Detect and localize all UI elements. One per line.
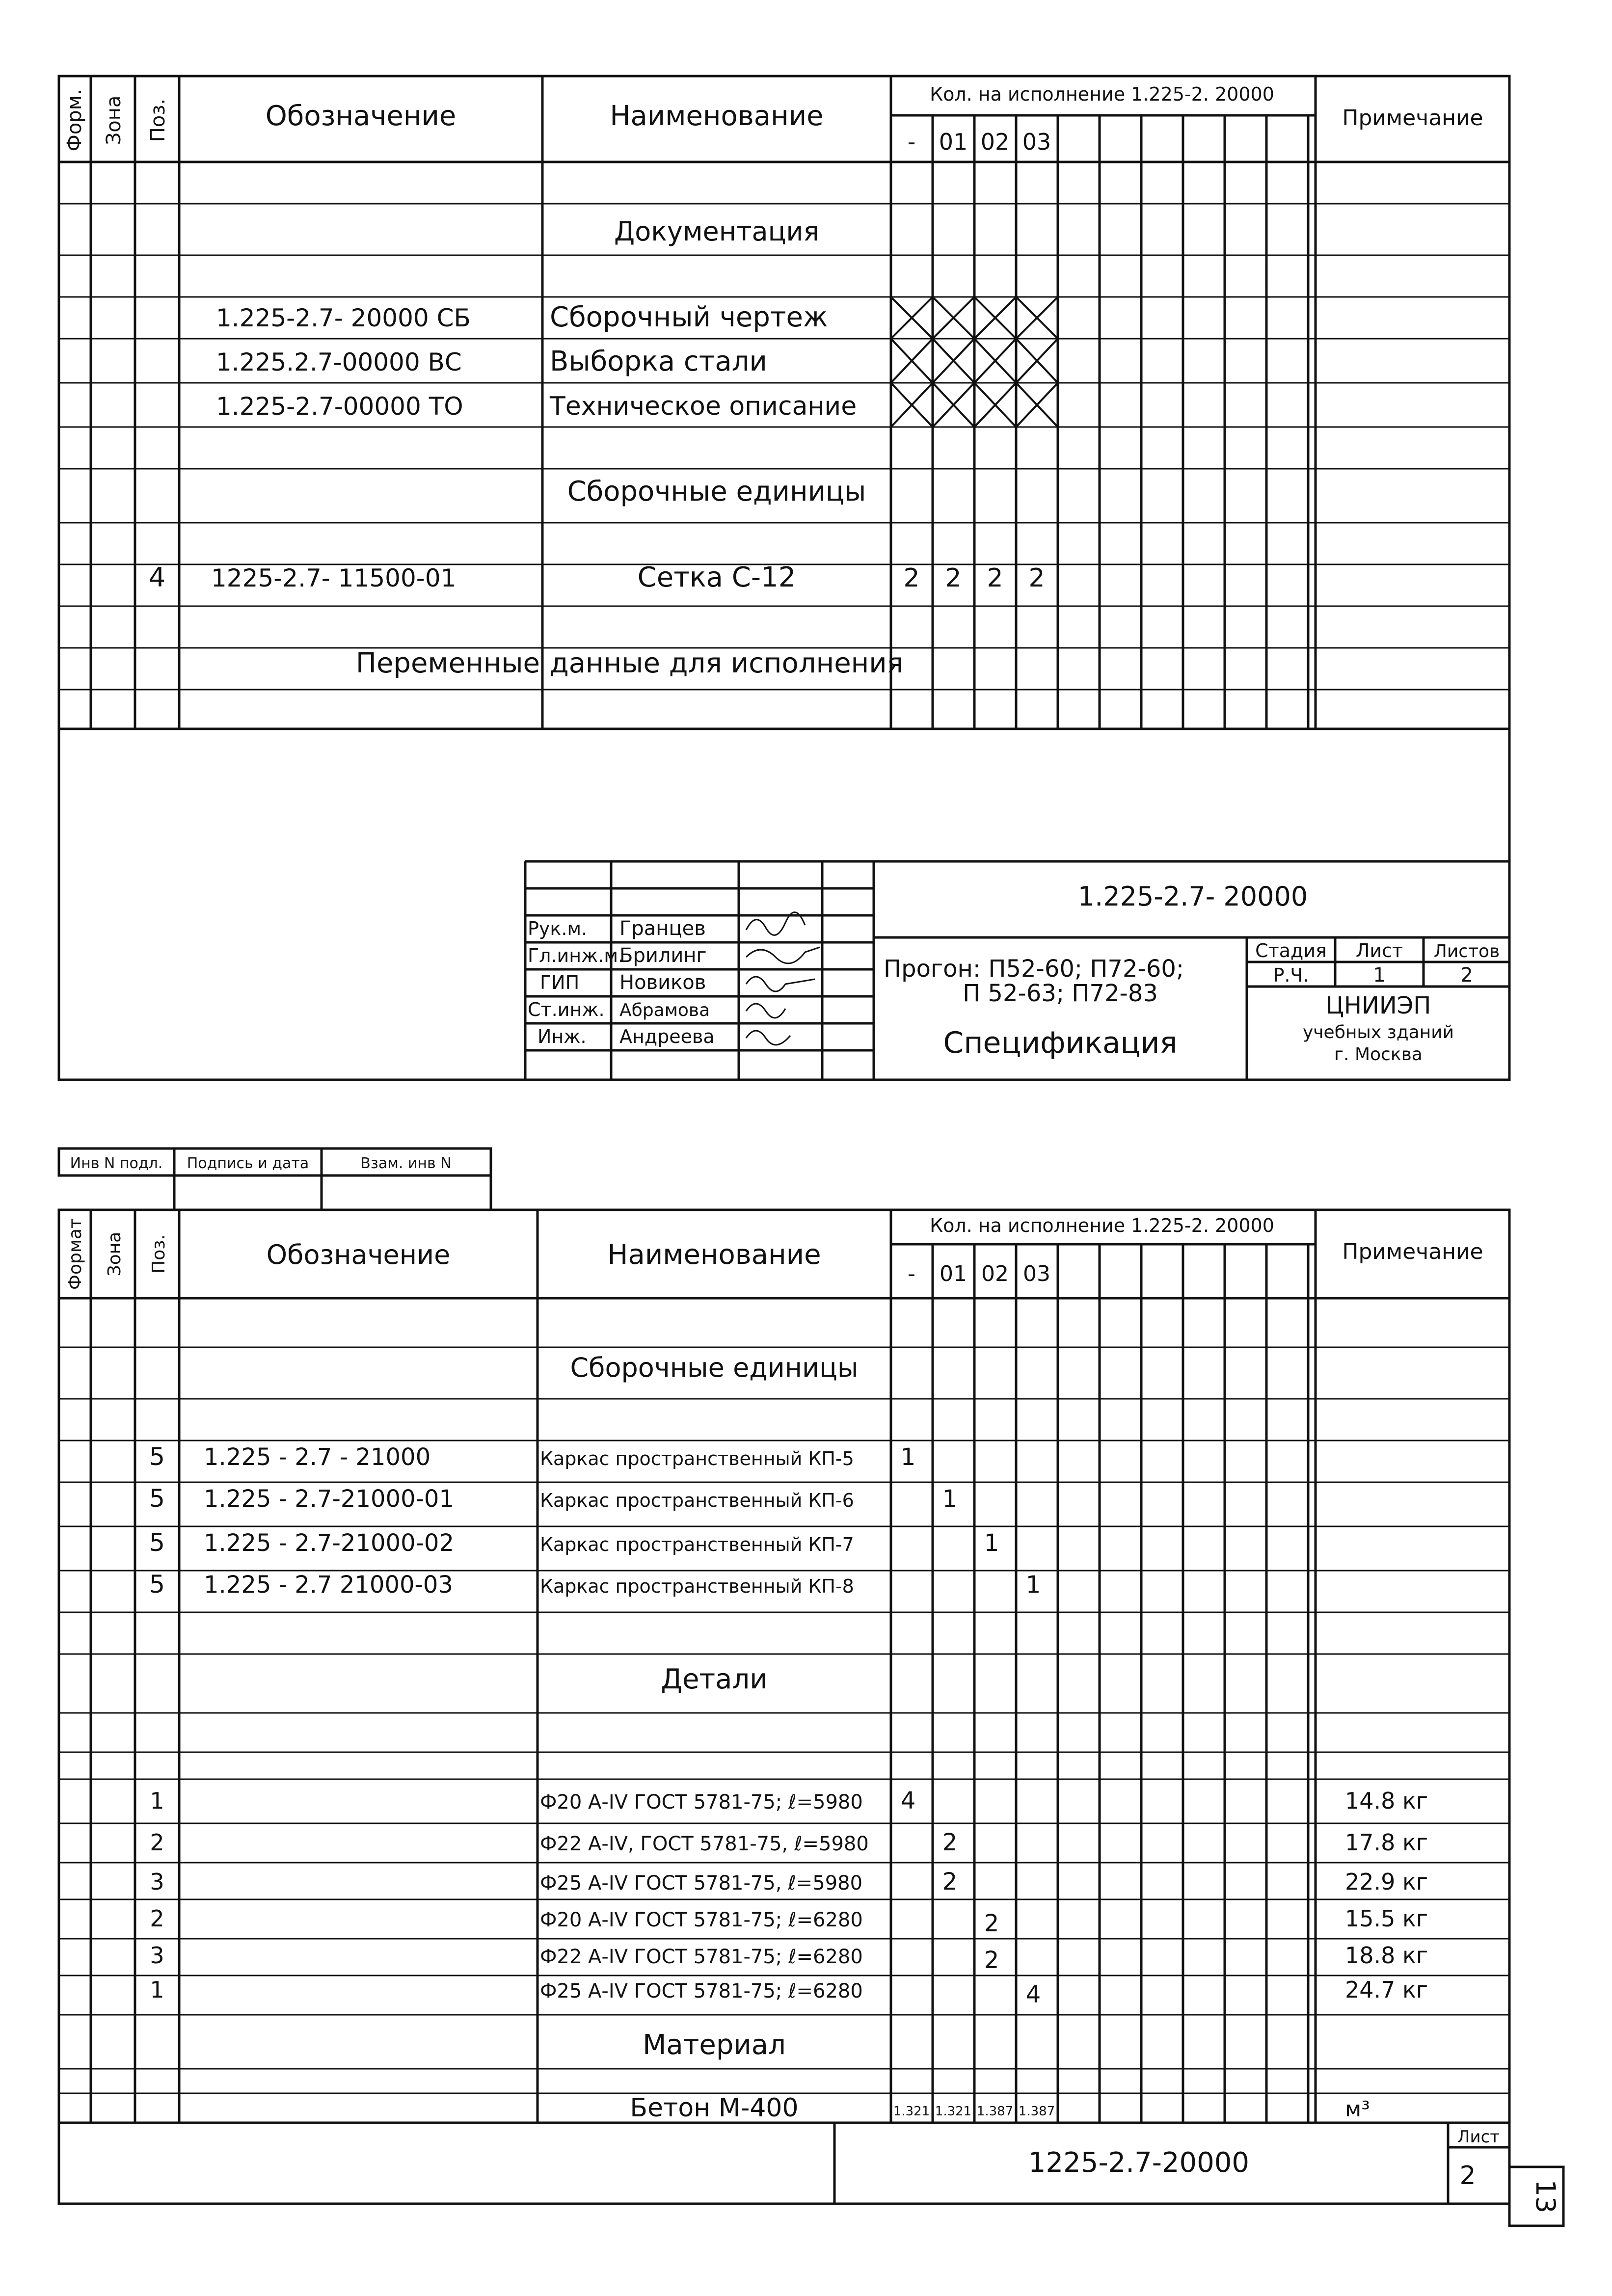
- col-note-label: Примечание: [1342, 106, 1483, 131]
- stage-label: Стадия: [1255, 940, 1327, 961]
- org-line-2: учебных зданий: [1302, 1022, 1454, 1042]
- col-format-label: Форм.: [63, 89, 86, 152]
- sheet-label: Лист: [1457, 2127, 1500, 2147]
- col-pos-label: Поз.: [149, 1234, 169, 1274]
- sheet-value: 1: [1373, 964, 1386, 987]
- pos-cell: 1: [150, 1976, 164, 2003]
- col-pos-label: Поз.: [147, 98, 169, 142]
- qty-col-0: -: [907, 129, 916, 155]
- name-cell: Выборка стали: [550, 346, 767, 377]
- section-assembly-units: Сборочные единицы: [567, 476, 866, 507]
- qty-col-1: 01: [940, 1261, 967, 1286]
- pos-cell: 2: [150, 1829, 164, 1856]
- sheet-2-body: [149, 1352, 1428, 2123]
- sheet-2-header: [65, 1215, 1483, 1290]
- designation-cell: 1.225 - 2.7-21000-02: [204, 1529, 454, 1557]
- section-material: Материал: [643, 2029, 786, 2061]
- sheets-label: Листов: [1433, 941, 1500, 961]
- qty-title: Кол. на исполнение 1.225-2. 20000: [930, 1215, 1274, 1236]
- sheet-1-body: [149, 216, 1045, 679]
- qty-col-2: 02: [981, 1261, 1009, 1286]
- sheet-value: 2: [1459, 2161, 1476, 2190]
- qty-cell: 1.387: [1018, 2104, 1055, 2119]
- person-name: Новиков: [619, 971, 706, 994]
- qty-cell: 1: [984, 1529, 999, 1557]
- org-line-3: г. Москва: [1334, 1044, 1423, 1065]
- sheet-2-stamp: [70, 1155, 452, 1172]
- person-name: Брилинг: [619, 944, 707, 967]
- name-cell: Ф20 А-IV ГОСТ 5781-75; ℓ=5980: [540, 1791, 863, 1814]
- qty-cell: 2: [984, 1947, 999, 1974]
- col-name-label: Наименование: [607, 1239, 821, 1271]
- person-name: Гранцев: [619, 917, 706, 940]
- qty-cell: 2: [942, 1829, 958, 1856]
- qty-cell: 4: [900, 1787, 916, 1815]
- col-name-label: Наименование: [610, 100, 824, 132]
- qty-cell: 2: [945, 563, 962, 593]
- role-label: ГИП: [540, 972, 580, 993]
- qty-col-2: 02: [980, 129, 1010, 155]
- sheet-1-header: [63, 83, 1483, 155]
- variable-data-label-right: данные для исполнения: [550, 647, 904, 679]
- col-zone-label: Зона: [105, 1231, 125, 1277]
- qty-cell: 4: [1025, 1981, 1041, 2008]
- qty-col-3: 03: [1022, 129, 1051, 155]
- qty-col-0: -: [908, 1261, 915, 1286]
- name-cell: Каркас пространственный КП-7: [540, 1534, 854, 1555]
- note-cell: 15.5 кг: [1345, 1905, 1428, 1932]
- note-cell: 24.7 кг: [1345, 1976, 1428, 2003]
- pos-cell: 5: [149, 1570, 165, 1599]
- note-cell: 22.9 кг: [1345, 1869, 1428, 1895]
- person-name: Абрамова: [619, 1000, 710, 1020]
- role-label: Рук.м.: [528, 918, 588, 939]
- qty-cell: 1: [1025, 1571, 1041, 1599]
- stage-value: Р.Ч.: [1273, 964, 1309, 986]
- qty-col-1: 01: [939, 129, 968, 155]
- col-designation-label: Обозначение: [266, 1239, 451, 1270]
- pos-cell: 5: [149, 1528, 165, 1557]
- note-cell: 18.8 кг: [1345, 1942, 1428, 1969]
- person-name: Андреева: [619, 1026, 715, 1047]
- name-cell: Ф22 А-IV ГОСТ 5781-75; ℓ=6280: [540, 1946, 863, 1968]
- name-cell: Каркас пространственный КП-8: [540, 1575, 854, 1597]
- sheet-1-title-block: [528, 881, 1500, 1065]
- qty-cell: 1.321: [893, 2104, 930, 2119]
- org-line-1: ЦНИИЭП: [1325, 992, 1431, 1019]
- document-code: 1.225-2.7- 20000: [1077, 881, 1308, 912]
- name-cell: Сетка С-12: [637, 561, 796, 593]
- pos-cell: 2: [150, 1905, 164, 1932]
- col-zone-label: Зона: [103, 95, 125, 145]
- sheets-value: 2: [1460, 964, 1473, 987]
- qty-cell: 2: [903, 563, 920, 593]
- qty-title: Кол. на исполнение 1.225-2. 20000: [930, 83, 1274, 105]
- pos-cell: 5: [149, 1484, 165, 1513]
- product-line-1: Прогон: П52-60; П72-60;: [884, 955, 1184, 983]
- note-cell: 14.8 кг: [1345, 1788, 1428, 1814]
- designation-cell: 1.225.2.7-00000 ВС: [216, 348, 462, 376]
- product-line-2: П 52-63; П72-83: [963, 980, 1158, 1007]
- stamp-signature-label: Подпись и дата: [187, 1155, 309, 1172]
- qty-cell: 1.387: [976, 2104, 1014, 2119]
- role-label: Гл.инж.м.: [528, 945, 624, 966]
- name-cell: Техническое описание: [550, 392, 857, 421]
- qty-cell: 2: [942, 1868, 958, 1896]
- sheet-1-row-lines: [59, 204, 1509, 690]
- document-code: 1225-2.7-20000: [1028, 2147, 1250, 2179]
- qty-cell: 2: [987, 563, 1003, 593]
- sheet-2-footer: [1028, 2127, 1561, 2213]
- designation-cell: 1.225 - 2.7 - 21000: [204, 1443, 431, 1471]
- designation-cell: 1225-2.7- 11500-01: [211, 564, 457, 592]
- designation-cell: 1.225 - 2.7-21000-01: [204, 1485, 454, 1513]
- section-details: Детали: [661, 1663, 768, 1695]
- pos-cell: 3: [150, 1942, 164, 1969]
- designation-cell: 1.225 - 2.7 21000-03: [204, 1571, 453, 1599]
- qty-cell: 2: [984, 1910, 999, 1937]
- name-cell: Ф25 А-IV ГОСТ 5781-75, ℓ=5980: [540, 1872, 863, 1895]
- designation-cell: 1.225-2.7- 20000 СБ: [216, 304, 471, 332]
- qty-cell: 2: [1028, 563, 1045, 593]
- pos-cell: 4: [148, 562, 166, 593]
- pos-cell: 5: [149, 1442, 165, 1471]
- page-number: 13: [1530, 2179, 1561, 2214]
- stamp-replace-label: Взам. инв N: [360, 1155, 452, 1172]
- name-cell: Ф25 А-IV ГОСТ 5781-75; ℓ=6280: [540, 1980, 863, 2002]
- sheet-2-frame: [59, 1148, 1563, 2226]
- signature-scribbles: [746, 912, 820, 1045]
- document-type: Спецификация: [943, 1026, 1178, 1060]
- name-cell: Бетон М-400: [630, 2093, 799, 2123]
- qty-cell: 1: [942, 1485, 958, 1513]
- qty-cell: 1: [900, 1443, 916, 1471]
- section-assembly-units: Сборочные единицы: [570, 1352, 859, 1383]
- stamp-inv-label: Инв N подл.: [70, 1155, 163, 1172]
- role-label: Ст.инж.: [528, 999, 605, 1020]
- col-format-label: Формат: [65, 1218, 85, 1290]
- pos-cell: 3: [150, 1869, 164, 1895]
- col-designation-label: Обозначение: [265, 100, 457, 132]
- col-note-label: Примечание: [1342, 1239, 1483, 1264]
- name-cell: Каркас пространственный КП-5: [540, 1448, 854, 1469]
- pos-cell: 1: [150, 1788, 164, 1814]
- role-label: Инж.: [537, 1026, 587, 1047]
- designation-cell: 1.225-2.7-00000 ТО: [216, 392, 463, 421]
- qty-col-3: 03: [1023, 1261, 1050, 1286]
- qty-cell: 1.321: [935, 2104, 972, 2119]
- note-cell: 17.8 кг: [1345, 1829, 1428, 1856]
- variable-data-label-left: Переменные: [355, 647, 540, 679]
- name-cell: Ф20 А-IV ГОСТ 5781-75; ℓ=6280: [540, 1909, 863, 1931]
- name-cell: Ф22 А-IV, ГОСТ 5781-75, ℓ=5980: [540, 1833, 869, 1855]
- name-cell: Каркас пространственный КП-6: [540, 1490, 854, 1511]
- note-cell: м³: [1345, 2097, 1370, 2122]
- name-cell: Сборочный чертеж: [550, 301, 828, 333]
- section-documentation: Документация: [614, 216, 819, 247]
- sheet-label: Лист: [1355, 940, 1403, 961]
